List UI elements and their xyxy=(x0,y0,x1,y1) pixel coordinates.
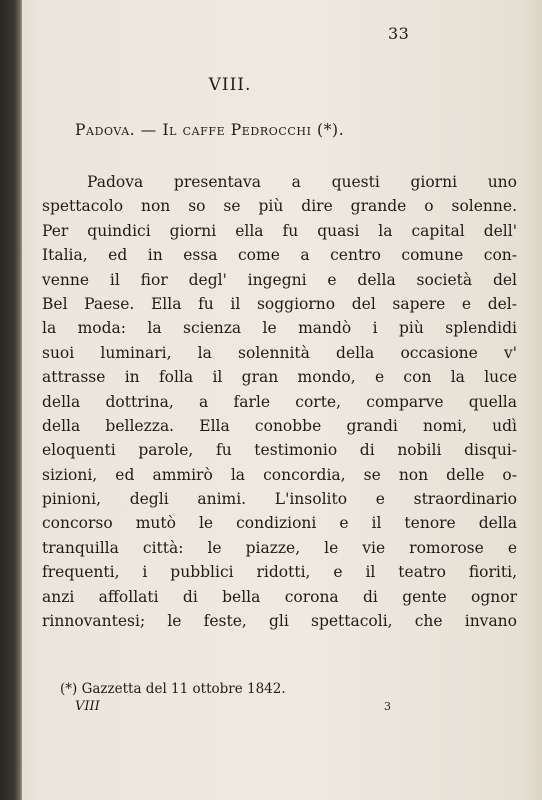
text-line: Bel Paese. Ella fu il soggiorno del sapere e del- xyxy=(42,294,517,313)
footnote: (*) Gazzetta del 11 ottobre 1842. xyxy=(60,681,286,697)
text-line: la moda: la scienza le mandò i più splendidi xyxy=(42,319,517,338)
text-line: suoi luminari, la solennità della occasione v' xyxy=(42,343,517,362)
book-binding-edge xyxy=(0,0,22,800)
text-line: tranquilla città: le piazze, le vie romorose e xyxy=(42,538,517,557)
text-line: anzi affollati di bella corona di gente ognor xyxy=(42,587,517,606)
chapter-heading: Padova. — Il caffe Pedrocchi (*). xyxy=(75,121,345,139)
body-text xyxy=(42,170,517,633)
text-line: Padova presentava a questi giorni uno xyxy=(87,173,517,191)
signature-mark: VIII xyxy=(75,699,100,714)
text-line: frequenti, i pubblici ridotti, e il teatro fioriti, xyxy=(42,563,517,582)
page-number: 33 xyxy=(388,24,410,43)
text-line: Italia, ed in essa come a centro comune con- xyxy=(42,246,517,265)
text-line: della bellezza. Ella conobbe grandi nomi, udì xyxy=(42,416,517,435)
text-line: pinioni, degli animi. L'insolito e straordinario xyxy=(42,490,517,509)
text-line: eloquenti parole, fu testimonio di nobili disqui- xyxy=(42,441,517,460)
text-line: Per quindici giorni ella fu quasi la capital dell' xyxy=(42,221,517,240)
text-line: concorso mutò le condizioni e il tenore della xyxy=(42,514,517,533)
sheet-number: 3 xyxy=(384,700,391,713)
text-line: sizioni, ed ammirò la concordia, se non delle o- xyxy=(42,465,517,484)
text-line: venne il fior degl' ingegni e della società del xyxy=(42,270,517,289)
text-line: della dottrina, a farle corte, comparve quella xyxy=(42,392,517,411)
text-line: rinnovantesi; le feste, gli spettacoli, che invano xyxy=(42,612,517,631)
text-line: spettacolo non so se più dire grande o solenne. xyxy=(42,197,517,216)
chapter-number: VIII. xyxy=(208,75,252,95)
text-line: attrasse in folla il gran mondo, e con la luce xyxy=(42,368,517,387)
